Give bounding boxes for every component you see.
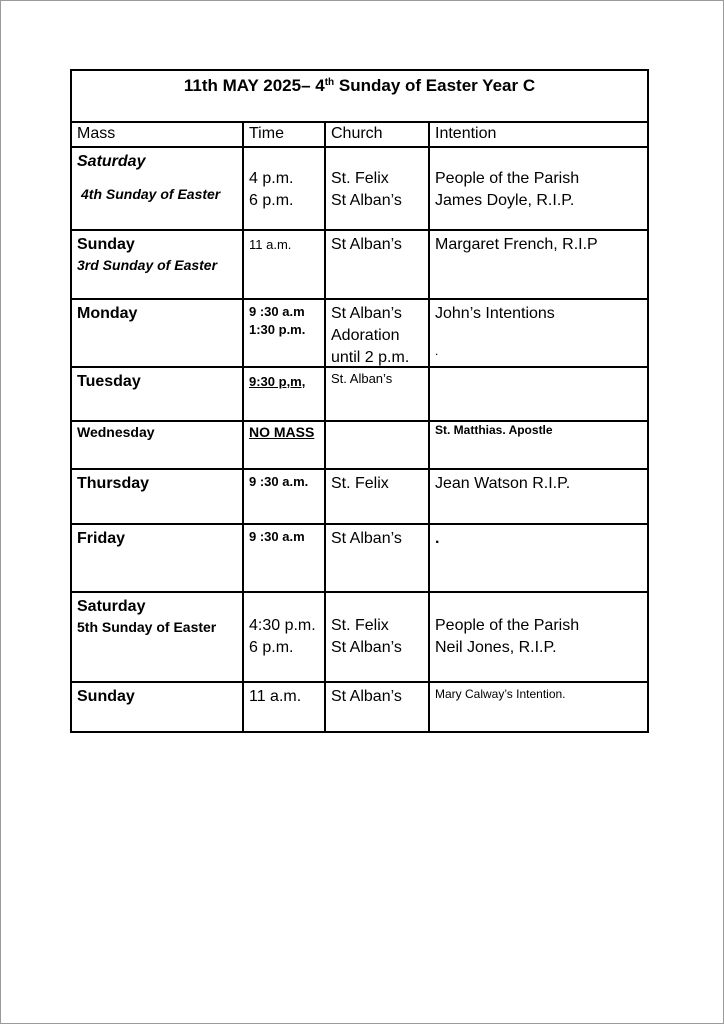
church-value: until 2 p.m. [331, 349, 410, 366]
schedule-title [72, 71, 647, 123]
intention-cell [430, 593, 647, 681]
church-cell [326, 593, 430, 681]
intention-value: Margaret French, R.I.P [435, 236, 598, 253]
table-row [72, 470, 647, 525]
time-cell [244, 148, 326, 229]
day-subtitle: 4th Sunday of Easter [81, 186, 221, 202]
mass-cell [72, 300, 244, 366]
time-value: 1:30 p.m. [249, 322, 306, 337]
time-cell [244, 593, 326, 681]
intention-cell [430, 148, 647, 229]
mass-cell [72, 422, 244, 468]
day-subtitle: 3rd Sunday of Easter [77, 257, 218, 273]
intention-cell [430, 470, 647, 523]
intention-value: . [435, 530, 440, 547]
day-name: Sunday [77, 236, 135, 253]
day-name: Saturday [77, 598, 146, 615]
header-row [72, 121, 647, 148]
intention-value: People of the Parish [435, 617, 580, 634]
time-cell [244, 368, 326, 420]
table-row [72, 525, 647, 593]
church-value: St Alban’s [331, 192, 402, 209]
day-name: Saturday [77, 153, 146, 170]
mass-cell [72, 683, 244, 731]
church-value: St Alban’s [331, 305, 402, 322]
time-value: 11 a.m. [249, 237, 292, 252]
time-cell [244, 422, 326, 468]
intention-cell [430, 231, 647, 298]
time-cell [244, 300, 326, 366]
church-value: St Alban’s [331, 236, 402, 253]
header-time: Time [244, 121, 326, 146]
time-value: 9 :30 a.m. [249, 474, 309, 489]
day-name: Monday [77, 305, 138, 322]
time-cell [244, 683, 326, 731]
church-value: St Alban’s [331, 530, 402, 547]
church-value: St Alban’s [331, 639, 402, 656]
time-value: 11 a.m. [249, 688, 302, 705]
time-value: 9 :30 a.m [249, 529, 305, 544]
day-name: Thursday [77, 475, 150, 492]
table-row [72, 231, 647, 300]
time-value: 4:30 p.m. [249, 617, 316, 634]
time-value: 9:30 p,m, [249, 374, 306, 389]
mass-cell [72, 525, 244, 591]
table-row [72, 300, 647, 368]
intention-value: St. Matthias. Apostle [435, 423, 553, 437]
time-value: 9 :30 a.m [249, 304, 305, 319]
church-cell [326, 525, 430, 591]
intention-value: Jean Watson R.I.P. [435, 475, 571, 492]
table-row [72, 593, 647, 683]
church-cell [326, 231, 430, 298]
church-value: St. Felix [331, 475, 389, 492]
intention-value: Mary Calway’s Intention. [435, 687, 566, 701]
intention-value: John’s Intentions [435, 305, 555, 322]
mass-cell [72, 368, 244, 420]
intention-cell [430, 525, 647, 591]
day-name: Wednesday [77, 424, 155, 440]
table-row [72, 683, 647, 731]
time-cell [244, 231, 326, 298]
church-cell [326, 148, 430, 229]
mass-cell [72, 231, 244, 298]
time-value: 6 p.m. [249, 639, 294, 656]
intention-value: People of the Parish [435, 170, 580, 187]
header-intention: Intention [435, 125, 497, 142]
time-value: 4 p.m. [249, 170, 294, 187]
intention-cell [430, 300, 647, 366]
church-value: St. Alban’s [331, 371, 393, 386]
church-value: Adoration [331, 327, 400, 344]
intention-cell [430, 368, 647, 420]
header-mass: Mass [72, 121, 244, 146]
intention-value: Neil Jones, R.I.P. [435, 639, 557, 656]
table-row [72, 148, 647, 231]
title-prefix: 11th MAY 2025– 4 [183, 76, 325, 95]
church-value: St. Felix [331, 617, 389, 634]
intention-cell [430, 683, 647, 731]
day-subtitle: 5th Sunday of Easter [77, 619, 217, 635]
mass-schedule-table [70, 69, 649, 733]
church-cell [326, 300, 430, 366]
mass-cell [72, 593, 244, 681]
church-cell [326, 470, 430, 523]
church-value: St Alban’s [331, 688, 402, 705]
intention-cell [430, 422, 647, 468]
header-church: Church [326, 121, 430, 146]
day-name: Sunday [77, 688, 135, 705]
mass-cell [72, 470, 244, 523]
title-ordinal-suffix: th [324, 77, 335, 88]
church-cell [326, 683, 430, 731]
time-value: NO MASS [249, 424, 315, 440]
intention-value: James Doyle, R.I.P. [435, 192, 575, 209]
day-name: Tuesday [77, 373, 141, 390]
table-row [72, 368, 647, 422]
time-cell [244, 470, 326, 523]
church-cell [326, 422, 430, 468]
table-row [72, 422, 647, 470]
church-value: St. Felix [331, 170, 389, 187]
church-cell [326, 368, 430, 420]
time-cell [244, 525, 326, 591]
intention-value: . [435, 344, 439, 358]
time-value: 6 p.m. [249, 192, 294, 209]
mass-cell [72, 148, 244, 229]
day-name: Friday [77, 530, 126, 547]
title-rest: Sunday of Easter Year C [334, 76, 536, 95]
